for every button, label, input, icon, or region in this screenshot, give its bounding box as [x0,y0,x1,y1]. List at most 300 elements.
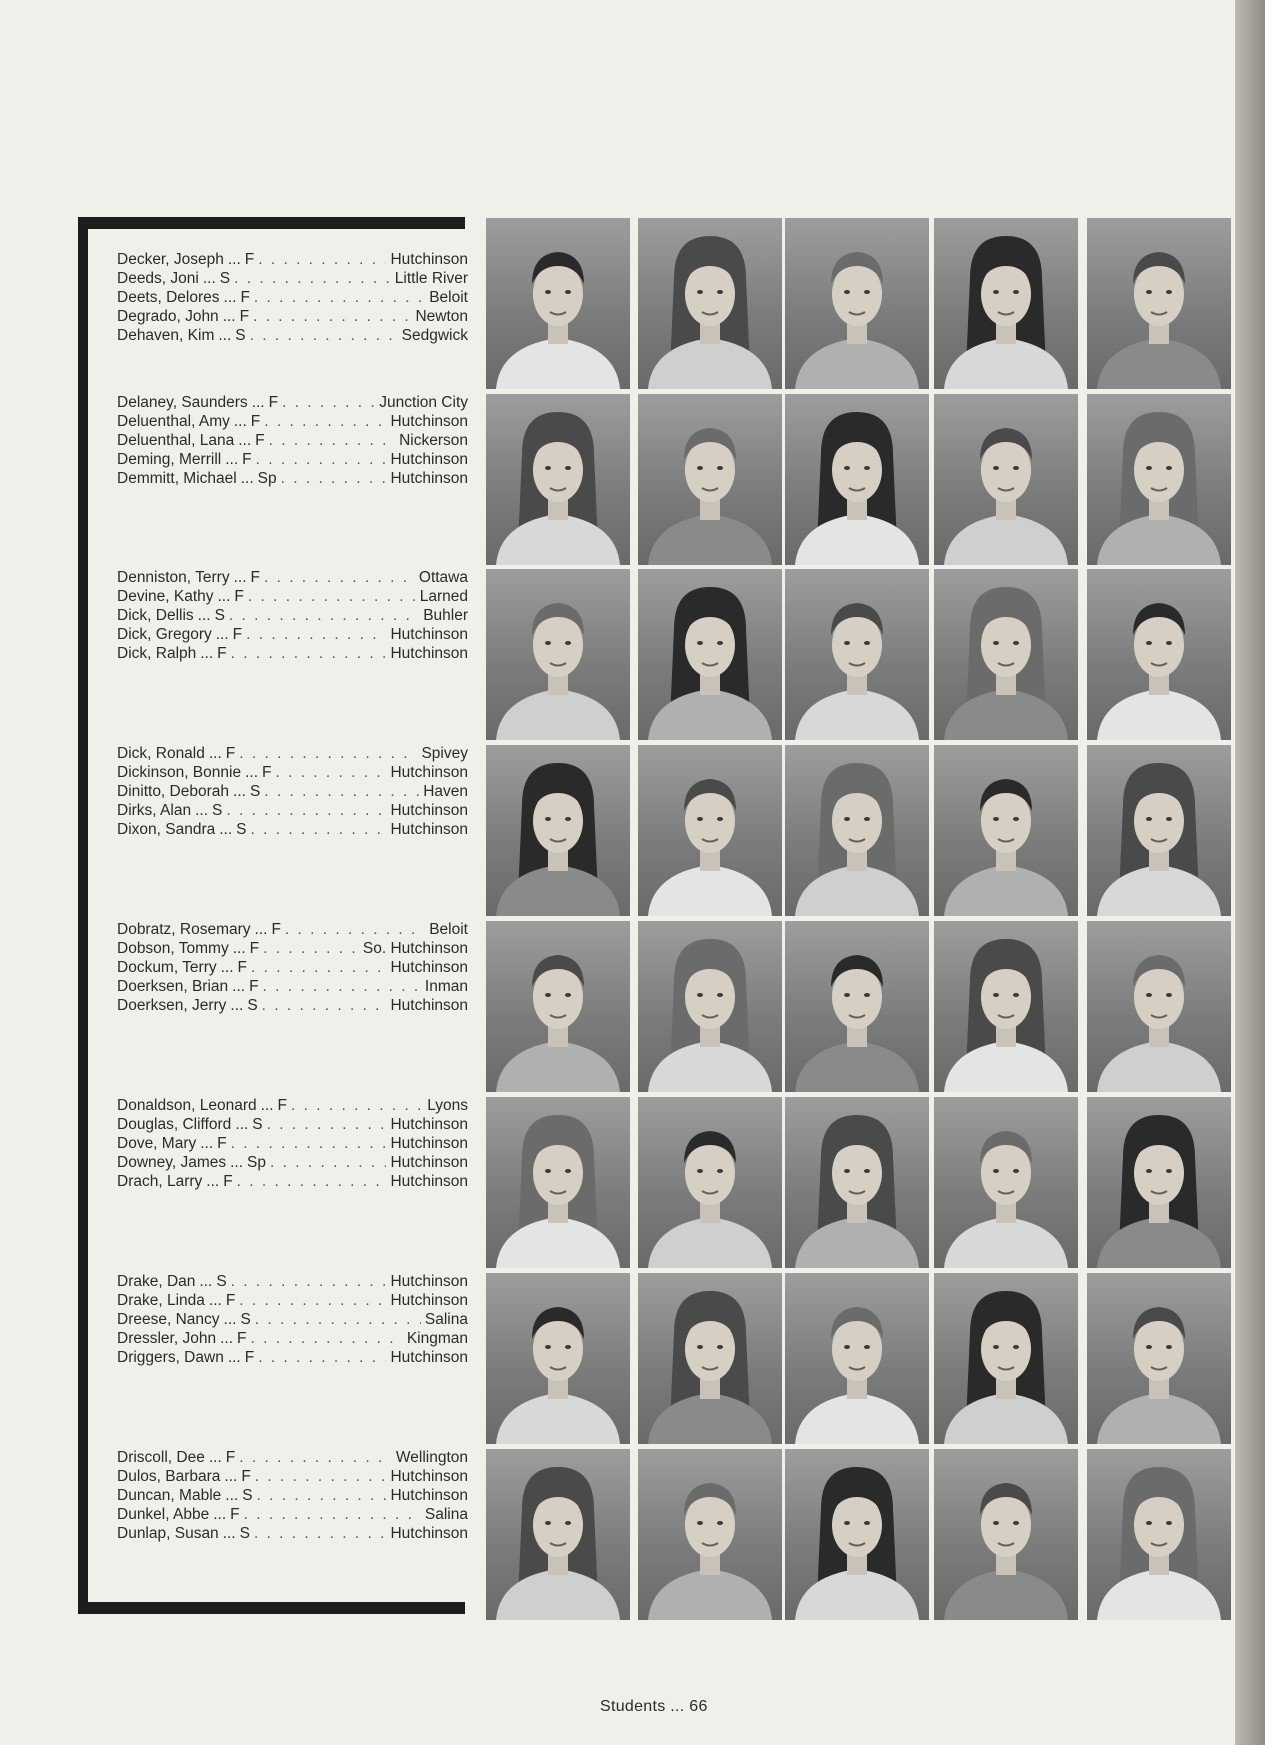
binding-gutter [1235,0,1265,1745]
entry-separator: ... [215,626,229,643]
entry-separator: ... [230,997,244,1014]
student-hometown: Hutchinson [390,470,468,487]
leader-dots [253,307,411,326]
student-hometown: Spivey [421,745,468,762]
student-hometown: Ottawa [418,569,468,586]
student-class: F [255,432,265,449]
leader-dots [226,801,386,820]
student-class: S [216,1273,227,1290]
student-portrait [638,218,782,389]
leader-dots [231,1272,387,1291]
portrait-silhouette [638,569,782,740]
student-class: S [247,997,258,1014]
student-entry [117,1172,468,1191]
portrait-silhouette [1087,921,1231,1092]
portrait-silhouette [1087,1097,1231,1268]
portrait-silhouette [638,921,782,1092]
entry-separator: ... [223,1311,237,1328]
entry-separator: ... [199,1273,213,1290]
leader-dots [251,958,386,977]
student-class: F [234,588,244,605]
student-class: S [242,1487,253,1504]
leader-dots [282,393,375,412]
leader-dots [244,1505,421,1524]
entry-separator: ... [202,270,216,287]
student-entry [117,1486,468,1505]
portrait-silhouette [785,569,929,740]
student-portrait [638,1449,782,1620]
leader-dots [258,1348,386,1367]
entry-separator: ... [213,1506,227,1523]
student-entry [117,606,468,625]
entry-separator: ... [254,921,268,938]
student-name: Dehaven, Kim [117,327,215,344]
student-portrait [785,394,929,565]
student-entry [117,1329,468,1348]
student-entry [117,450,468,469]
entry-separator: ... [206,1173,220,1190]
student-hometown: Hutchinson [390,251,468,268]
student-entry [117,269,468,288]
student-class: F [249,940,260,957]
student-name: Delaney, Saunders [117,394,248,411]
entry-separator: ... [235,1116,249,1133]
student-class: S [212,802,223,819]
portrait-silhouette [934,1097,1078,1268]
student-entry [117,801,468,820]
student-portrait [785,1449,929,1620]
leader-dots [269,431,395,450]
entry-separator: ... [227,251,241,268]
portrait-silhouette [934,1449,1078,1620]
student-portrait [486,745,630,916]
student-name: Dick, Ralph [117,645,197,662]
entry-separator: ... [225,1487,239,1504]
student-name: Devine, Kathy [117,588,214,605]
student-portrait [638,1273,782,1444]
student-class: F [241,1468,251,1485]
student-hometown: Haven [423,783,468,800]
portrait-silhouette [486,218,630,389]
student-name: Dirks, Alan [117,802,192,819]
portrait-silhouette [638,745,782,916]
portrait-silhouette [785,921,929,1092]
student-portrait [1087,218,1231,389]
student-class: F [237,959,248,976]
student-hometown: Hutchinson [390,802,468,819]
student-class: F [230,1506,240,1523]
entry-separator: ... [222,308,236,325]
student-entry [117,326,468,345]
student-entry [117,1310,468,1329]
student-hometown: Hutchinson [390,451,468,468]
student-name: Dunlap, Susan [117,1525,219,1542]
leader-dots [281,469,387,488]
student-portrait [638,745,782,916]
entry-separator: ... [197,607,211,624]
student-entry [117,288,468,307]
leader-dots [251,820,387,839]
student-portrait [785,218,929,389]
student-hometown: Hutchinson [390,1525,468,1542]
student-hometown: Salina [424,1506,468,1523]
portrait-silhouette [638,394,782,565]
student-hometown: Hutchinson [390,1349,468,1366]
student-group [117,250,468,345]
student-group [117,920,468,1015]
student-entry [117,568,468,587]
entry-separator: ... [208,1292,222,1309]
student-name: Dockum, Terry [117,959,217,976]
student-hometown: Hutchinson [390,1173,468,1190]
entry-separator: ... [251,394,265,411]
leader-dots [255,1467,387,1486]
leader-dots [250,326,398,345]
portrait-silhouette [934,569,1078,740]
student-hometown: Hutchinson [390,1273,468,1290]
entry-separator: ... [233,413,247,430]
student-class: F [223,1173,233,1190]
portrait-silhouette [785,1097,929,1268]
portrait-silhouette [934,218,1078,389]
student-portrait [486,921,630,1092]
portrait-silhouette [934,394,1078,565]
leader-dots [239,1448,392,1467]
student-portrait [486,1449,630,1620]
student-entry [117,644,468,663]
student-entry [117,625,468,644]
entry-separator: ... [195,802,209,819]
student-name: Dreese, Nancy [117,1311,220,1328]
entry-separator: ... [233,783,246,800]
student-class: F [244,1349,255,1366]
student-portrait [486,569,630,740]
student-entry [117,1467,468,1486]
student-name: Dick, Gregory [117,626,212,643]
student-entry [117,1096,468,1115]
student-class: F [217,645,227,662]
student-entry [117,587,468,606]
student-portrait [785,745,929,916]
student-hometown: Hutchinson [390,764,468,781]
entry-separator: ... [232,978,246,995]
entry-separator: ... [200,645,214,662]
student-class: S [252,1116,263,1133]
student-name: Dobson, Tommy [117,940,229,957]
student-group [117,568,468,663]
student-hometown: Larned [419,588,468,605]
page-footer: Students ... 66 [600,1698,708,1715]
student-class: F [250,413,261,430]
student-group [117,393,468,488]
student-portrait [1087,921,1231,1092]
student-name: Denniston, Terry [117,569,230,586]
portrait-silhouette [1087,218,1231,389]
student-name: Downey, James [117,1154,227,1171]
student-name: Deluenthal, Lana [117,432,235,449]
student-name: Doerksen, Brian [117,978,229,995]
student-entry [117,307,468,326]
student-hometown: Hutchinson [390,626,468,643]
student-hometown: Salina [424,1311,468,1328]
portrait-silhouette [785,745,929,916]
entry-separator: ... [260,1097,274,1114]
portrait-silhouette [1087,1273,1231,1444]
student-hometown: Hutchinson [390,413,468,430]
portrait-silhouette [1087,745,1231,916]
leader-dots [263,939,359,958]
entry-separator: ... [232,940,246,957]
student-class: F [242,451,252,468]
student-class: S [236,821,247,838]
student-entry [117,431,468,450]
student-portrait [934,1449,1078,1620]
student-portrait [638,1097,782,1268]
leader-dots [285,920,425,939]
student-entry [117,250,468,269]
student-class: S [249,783,261,800]
student-class: F [217,1135,227,1152]
student-name: Drach, Larry [117,1173,203,1190]
student-portrait [934,394,1078,565]
entry-separator: ... [220,959,234,976]
leader-dots [239,744,417,763]
student-portrait [486,218,630,389]
leader-dots [264,568,415,587]
student-name: Dunkel, Abbe [117,1506,210,1523]
student-name: Driscoll, Dee [117,1449,205,1466]
student-name: Dixon, Sandra [117,821,216,838]
student-class: F [240,289,250,306]
student-entry [117,1524,468,1543]
student-entry [117,1115,468,1134]
student-portrait [785,1097,929,1268]
leader-dots [234,269,391,288]
leader-dots [262,996,387,1015]
portrait-silhouette [1087,569,1231,740]
student-class: F [271,921,281,938]
student-class: F [225,1292,236,1309]
portrait-silhouette [638,1449,782,1620]
leader-dots [257,1486,387,1505]
student-hometown: Hutchinson [390,1116,468,1133]
student-entry [117,1134,468,1153]
student-portrait [486,394,630,565]
student-class: F [262,764,272,781]
student-portrait [785,1273,929,1444]
student-hometown: Hutchinson [390,645,468,662]
leader-dots [248,587,416,606]
portrait-silhouette [1087,1449,1231,1620]
student-class: F [277,1097,287,1114]
student-portrait [638,394,782,565]
student-portrait [934,1273,1078,1444]
entry-separator: ... [220,1330,233,1347]
student-entry [117,1153,468,1172]
student-hometown: Little River [394,270,468,287]
student-entry [117,1348,468,1367]
student-name: Deeds, Joni [117,270,199,287]
student-name: Dick, Dellis [117,607,194,624]
student-hometown: Hutchinson [390,1154,468,1171]
leader-dots [267,1115,387,1134]
entry-separator: ... [233,569,247,586]
leader-dots [254,288,425,307]
student-entry [117,412,468,431]
student-entry [117,1272,468,1291]
student-class: F [249,978,259,995]
student-hometown: Hutchinson [390,1292,468,1309]
student-hometown: Wellington [395,1449,468,1466]
student-entry [117,977,468,996]
student-portrait [1087,1097,1231,1268]
leader-dots [250,1329,402,1348]
student-portrait [1087,394,1231,565]
leader-dots [263,977,421,996]
student-entry [117,393,468,412]
student-class: S [240,1311,251,1328]
leader-dots [246,625,386,644]
student-entry [117,744,468,763]
student-class: Sp [247,1154,267,1171]
student-entry [117,920,468,939]
entry-separator: ... [200,1135,214,1152]
student-name: Dinitto, Deborah [117,783,230,800]
portrait-silhouette [934,921,1078,1092]
student-hometown: Nickerson [399,432,468,449]
student-portrait [1087,745,1231,916]
entry-separator: ... [225,451,239,468]
student-portrait [486,1273,630,1444]
student-class: F [237,1330,247,1347]
student-class: F [232,626,243,643]
student-portrait [934,218,1078,389]
student-class: F [268,394,279,411]
portrait-silhouette [785,394,929,565]
student-name: Dressler, John [117,1330,217,1347]
student-entry [117,1505,468,1524]
student-class: F [225,745,236,762]
student-hometown: Hutchinson [390,997,468,1014]
student-hometown: Beloit [429,289,468,306]
student-portrait [1087,569,1231,740]
leader-dots [239,1291,386,1310]
portrait-silhouette [486,1273,630,1444]
leader-dots [237,1172,387,1191]
portrait-silhouette [934,1273,1078,1444]
leader-dots [231,644,387,663]
leader-dots [254,1524,387,1543]
leader-dots [264,412,386,431]
portrait-silhouette [486,921,630,1092]
entry-separator: ... [238,432,252,449]
student-entry [117,1448,468,1467]
student-portrait [1087,1449,1231,1620]
portrait-silhouette [785,1273,929,1444]
entry-separator: ... [208,1449,222,1466]
student-hometown: Hutchinson [390,959,468,976]
portrait-silhouette [785,218,929,389]
entry-separator: ... [218,327,232,344]
student-name: Drake, Linda [117,1292,205,1309]
student-group [117,744,468,839]
student-name: Duncan, Mable [117,1487,222,1504]
entry-separator: ... [240,470,254,487]
student-portrait [934,921,1078,1092]
student-name: Donaldson, Leonard [117,1097,257,1114]
student-portrait [1087,1273,1231,1444]
student-group [117,1272,468,1367]
student-hometown: Lyons [427,1097,468,1114]
student-entry [117,469,468,488]
entry-separator: ... [224,1468,238,1485]
student-portrait [638,569,782,740]
student-entry [117,996,468,1015]
portrait-silhouette [486,1449,630,1620]
leader-dots [258,250,386,269]
leader-dots [275,763,386,782]
student-group [117,1448,468,1543]
student-portrait [785,921,929,1092]
portrait-silhouette [638,218,782,389]
leader-dots [270,1153,386,1172]
student-portrait [486,1097,630,1268]
student-entry [117,939,468,958]
student-hometown: Hutchinson [390,1487,468,1504]
student-hometown: Hutchinson [390,1135,468,1152]
student-entry [117,958,468,977]
student-hometown: Hutchinson [390,1468,468,1485]
student-hometown: Sedgwick [401,327,468,344]
portrait-silhouette [1087,394,1231,565]
student-portrait [934,569,1078,740]
portrait-silhouette [785,1449,929,1620]
portrait-silhouette [638,1273,782,1444]
student-name: Dove, Mary [117,1135,197,1152]
leader-dots [264,782,419,801]
entry-separator: ... [227,1349,241,1366]
entry-separator: ... [223,289,237,306]
student-class: F [244,251,255,268]
leader-dots [291,1096,423,1115]
student-entry [117,820,468,839]
student-portrait [785,569,929,740]
student-name: Driggers, Dawn [117,1349,224,1366]
student-hometown: Junction City [379,394,468,411]
student-class: F [250,569,260,586]
portrait-silhouette [934,745,1078,916]
student-entry [117,763,468,782]
portrait-silhouette [638,1097,782,1268]
student-hometown: Hutchinson [390,821,468,838]
student-name: Dulos, Barbara [117,1468,221,1485]
student-entry [117,1291,468,1310]
student-name: Dobratz, Rosemary [117,921,251,938]
student-name: Demmitt, Michael [117,470,237,487]
entry-separator: ... [208,745,222,762]
student-class: S [239,1525,250,1542]
entry-separator: ... [219,821,233,838]
student-hometown: So. Hutchinson [362,940,468,957]
student-class: F [225,1449,236,1466]
student-name: Deming, Merrill [117,451,222,468]
student-class: S [235,327,246,344]
student-group [117,1096,468,1191]
entry-separator: ... [217,588,231,605]
student-name: Douglas, Clifford [117,1116,232,1133]
student-class: S [214,607,225,624]
student-name: Decker, Joseph [117,251,224,268]
